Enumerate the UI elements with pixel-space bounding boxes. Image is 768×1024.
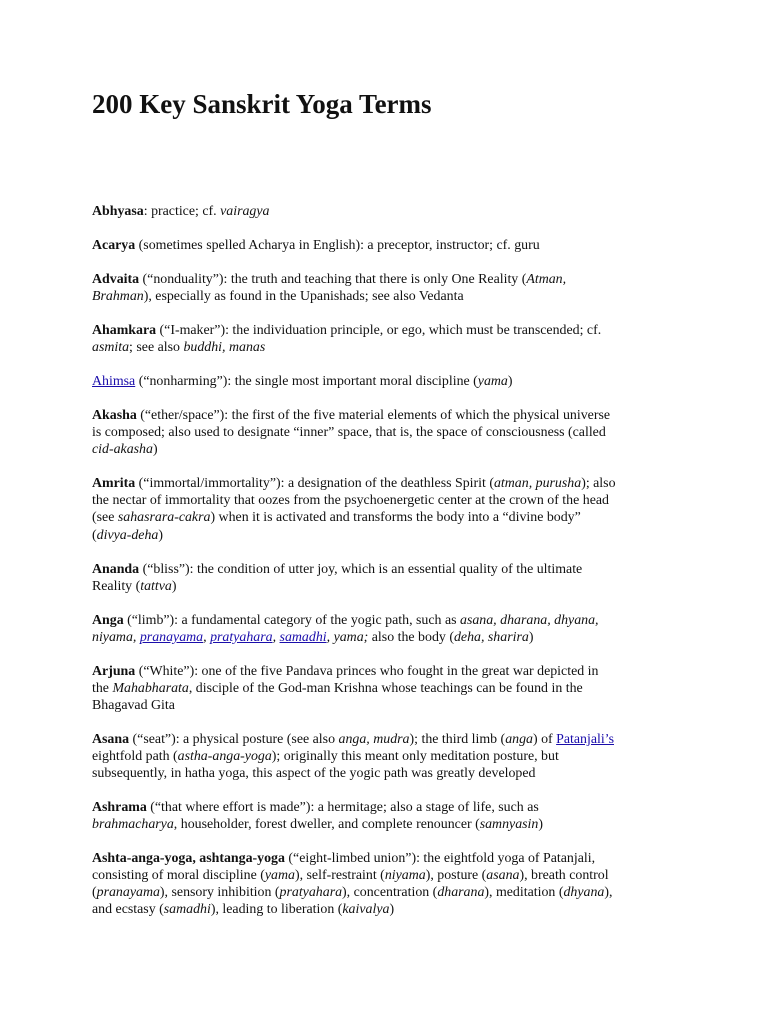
entry-text: Reality (: [92, 578, 141, 594]
entry-text: (“bliss”): the condition of utter joy, which is an essential quality of the ultimate: [139, 561, 583, 577]
entry-text: (: [92, 885, 97, 901]
entry-text: ); originally this meant only meditation posture, but: [271, 748, 559, 764]
sanskrit-term: brahmacharya: [92, 817, 174, 833]
sanskrit-term: pranayama: [96, 885, 160, 901]
sanskrit-term: cid-akasha: [92, 442, 153, 458]
sanskrit-term: sahasrara-cakra: [117, 510, 211, 526]
term-label: Anga: [92, 612, 124, 628]
entry-text: (“immortal/immortality”): a designation of the deathless Spirit (: [135, 476, 494, 492]
entry-text: ): [158, 527, 163, 543]
entry-text: (“I-maker”): the individuation principle, or ego, which must be transcended; cf.: [156, 323, 602, 339]
glossary-entry: [92, 850, 692, 918]
glossary-entry: [92, 373, 692, 390]
sanskrit-term: yama: [264, 868, 295, 884]
entry-text: (“nonharming”): the single most important moral discipline (: [135, 374, 478, 390]
sanskrit-term: vairagya: [220, 204, 270, 219]
entry-text: ): [152, 442, 158, 458]
glossary-entry: [92, 237, 692, 254]
sanskrit-term: kaivalya: [342, 902, 390, 918]
glossary-entry: [92, 407, 692, 458]
cross-reference-link[interactable]: samadhi: [279, 629, 327, 645]
entry-text: (“limb”): a fundamental category of the yogic path, such as: [123, 612, 460, 628]
glossary-entry: [92, 322, 692, 356]
glossary-list: [92, 203, 692, 919]
entry-text: (“ether/space”): the first of the five material elements of which the physical universe: [136, 408, 611, 424]
sanskrit-term: samadhi: [163, 902, 211, 918]
entry-text: ); also: [581, 476, 616, 492]
sanskrit-term: buddhi, manas: [183, 340, 266, 356]
sanskrit-term: Mahabharata: [112, 680, 189, 696]
entry-text: , disciple of the God-man Krishna whose teachings can be found in the: [188, 680, 583, 696]
entry-text: consisting of moral discipline (: [92, 868, 265, 884]
sanskrit-term: dharana: [437, 885, 485, 901]
entry-text: ), sensory inhibition (: [159, 885, 280, 901]
entry-text: (see: [92, 510, 118, 526]
cross-reference-link[interactable]: pranayama: [139, 629, 204, 645]
entry-text: ): [171, 578, 177, 594]
entry-text: (“nonduality”): the truth and teaching that there is only One Reality (: [139, 271, 527, 287]
term-label: Acarya: [92, 237, 136, 253]
entry-text: ), leading to liberation (: [210, 902, 343, 918]
sanskrit-term: dhyana: [563, 885, 605, 901]
entry-text: also the body (: [368, 629, 454, 645]
entry-text: subsequently, in hatha yoga, this aspect of the yogic path was greatly developed: [92, 766, 536, 782]
term-label: Abhyasa: [92, 204, 144, 219]
glossary-entry: [92, 561, 692, 595]
sanskrit-term: niyama,: [92, 629, 140, 645]
entry-text: ): [389, 902, 395, 918]
glossary-entry: [92, 731, 692, 782]
entry-text: ),: [604, 885, 613, 901]
sanskrit-term: niyama: [384, 868, 426, 884]
entry-text: ), especially as found in the Upanishads; see also Vedanta: [143, 289, 464, 305]
entry-text: ); the third limb (: [409, 731, 506, 747]
entry-text: is composed; also used to designate “inner” space, that is, the space of consciousness (called: [92, 425, 606, 441]
entry-text: ), self-restraint (: [294, 868, 385, 884]
term-label: Asana: [92, 731, 130, 747]
entry-text: Bhagavad Gita: [92, 697, 175, 713]
sanskrit-term: ,: [203, 629, 211, 645]
sanskrit-term: divya-deha: [96, 527, 159, 543]
sanskrit-term: tattva: [140, 578, 172, 594]
term-label: Ananda: [92, 561, 140, 577]
entry-text: (“White”): one of the five Pandava princes who fought in the great war depicted in: [135, 663, 599, 679]
sanskrit-term: anga: [505, 731, 533, 747]
entry-text: and ecstasy (: [92, 902, 164, 918]
sanskrit-term: , yama;: [326, 629, 369, 645]
term-label: Ashta-anga-yoga, ashtanga-yoga: [92, 851, 285, 867]
sanskrit-term: anga, mudra: [338, 731, 410, 747]
entry-text: (“eight-limbed union”): the eightfold yoga of Patanjali,: [284, 851, 596, 867]
entry-text: ), breath control: [519, 868, 609, 884]
term-label: Ahamkara: [92, 323, 157, 339]
sanskrit-term: asmita: [92, 340, 130, 356]
sanskrit-term: Atman,: [526, 271, 567, 287]
glossary-entry: [92, 271, 692, 305]
sanskrit-term: astha-anga-yoga: [177, 748, 272, 764]
term-label: Akasha: [92, 408, 137, 424]
sanskrit-term: asana: [486, 868, 520, 884]
entry-text: ): [528, 629, 534, 645]
entry-text: ) of: [532, 731, 557, 747]
glossary-entry: [92, 799, 692, 833]
entry-text: ), meditation (: [484, 885, 564, 901]
term-label: Advaita: [92, 271, 140, 287]
entry-text: the: [92, 680, 113, 696]
sanskrit-term: atman, purusha: [493, 476, 582, 492]
glossary-entry: [92, 203, 692, 220]
sanskrit-term: samnyasin: [479, 817, 539, 833]
entry-text: (“seat”): a physical posture (see also: [129, 731, 339, 747]
term-label: Arjuna: [92, 663, 136, 679]
term-link[interactable]: Ahimsa: [92, 374, 136, 390]
entry-text: (“that where effort is made”): a hermitage; also a stage of life, such as: [146, 800, 539, 816]
entry-text: the nectar of immortality that oozes from the psychoenergetic center at the crown of the head: [92, 493, 609, 509]
entry-text: ) when it is activated and transforms the body into a “divine body”: [210, 510, 581, 526]
glossary-entry: [92, 475, 692, 543]
entry-text: (sometimes spelled Acharya in English): a preceptor, instructor; cf. guru: [135, 237, 540, 253]
entry-text: ; see also: [129, 340, 184, 356]
sanskrit-term: Brahman: [92, 289, 144, 305]
entry-text: , householder, forest dweller, and complete renouncer (: [173, 817, 480, 833]
entry-text: eightfold path (: [92, 748, 178, 764]
entry-text: ): [507, 374, 513, 390]
entry-text: : practice; cf.: [143, 204, 221, 219]
glossary-entry: [92, 663, 692, 714]
entry-text: (: [92, 527, 97, 543]
entry-text: ), concentration (: [342, 885, 438, 901]
sanskrit-term: pratyahara: [279, 885, 343, 901]
sanskrit-term: deha, sharira: [453, 629, 529, 645]
sanskrit-term: ,: [272, 629, 280, 645]
term-label: Ashrama: [92, 800, 147, 816]
term-label: Amrita: [92, 476, 136, 492]
sanskrit-term: asana, dharana, dhyana,: [460, 612, 599, 628]
glossary-entry: [92, 612, 692, 646]
cross-reference-link[interactable]: Patanjali’s: [556, 731, 614, 747]
sanskrit-term: yama: [477, 374, 508, 390]
cross-reference-link[interactable]: pratyahara: [210, 629, 273, 645]
page-title: 200 Key Sanskrit Yoga Terms: [92, 89, 432, 119]
entry-text: ), posture (: [425, 868, 487, 884]
entry-text: ): [538, 817, 543, 833]
